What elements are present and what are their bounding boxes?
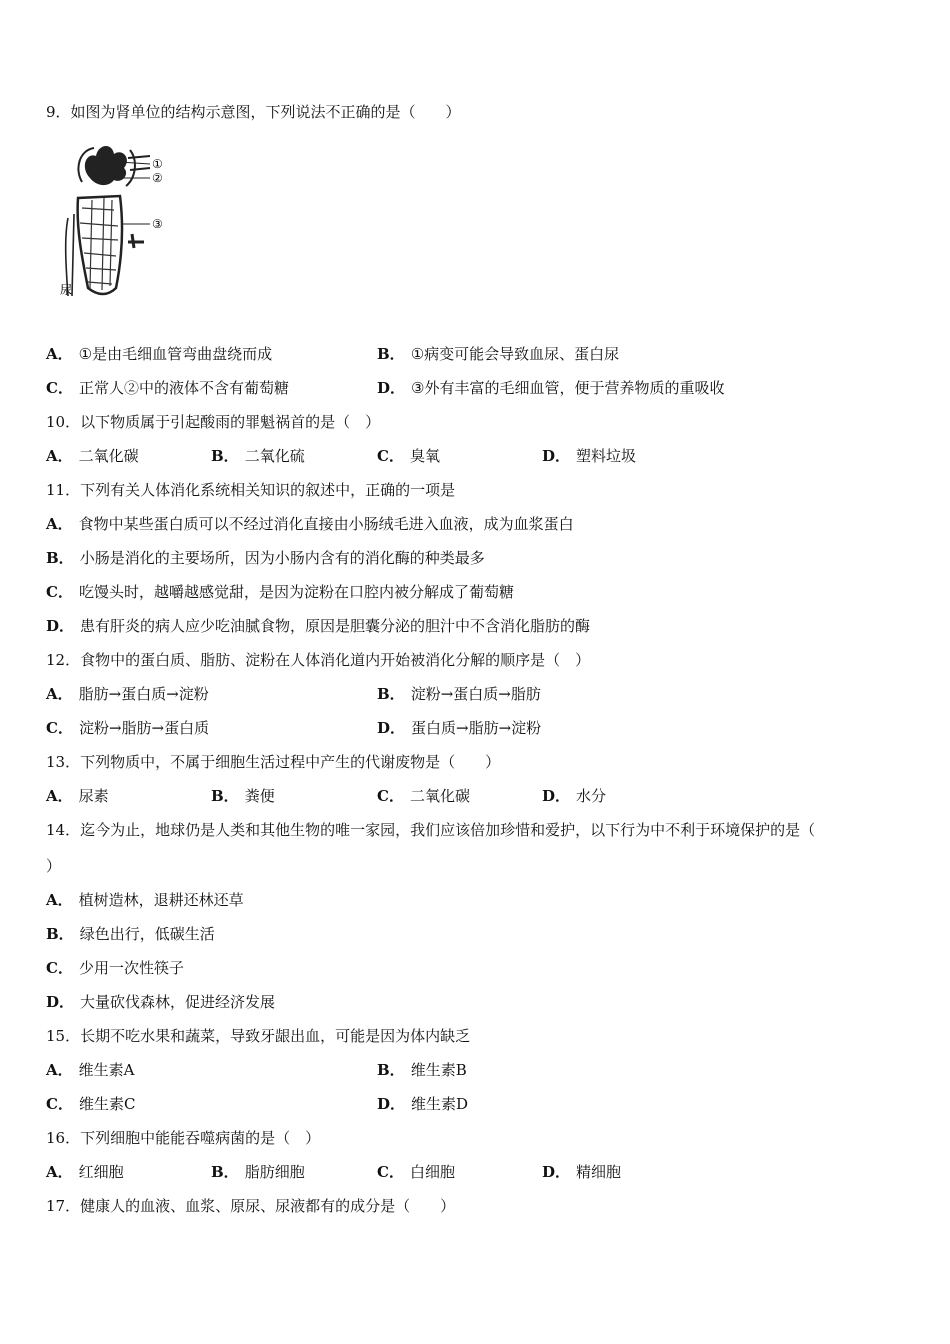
option-label: D． [46,617,75,635]
option-label: B． [377,345,405,363]
option-label: C． [46,583,73,601]
option-text: 红细胞 [78,1163,124,1181]
option-label: D． [542,787,571,805]
q14-option-d[interactable] [46,992,275,1012]
q13-option-b[interactable] [211,786,275,806]
question-12-stem: 12．食物中的蛋白质、脂肪、淀粉在人体消化道内开始被消化分解的顺序是（ ） [46,651,591,669]
option-text: 维生素B [410,1061,467,1079]
option-text: 正常人②中的液体不含有葡萄糖 [78,379,289,397]
question-11-stem: 11．下列有关人体消化系统相关知识的叙述中，正确的一项是 [46,481,456,499]
option-label: D． [377,1095,406,1113]
option-label: A． [46,891,73,909]
q16-option-b[interactable] [211,1162,305,1182]
option-text: 大量砍伐森林，促进经济发展 [80,993,276,1011]
option-text: ①病变可能会导致血尿、蛋白尿 [410,345,620,363]
option-label: D． [377,379,406,397]
option-text: 小肠是消化的主要场所，因为小肠内含有的消化酶的种类最多 [79,549,485,567]
option-label: B． [211,1163,239,1181]
option-text: 淀粉→蛋白质→脂肪 [410,685,541,703]
option-text: 淀粉→脂肪→蛋白质 [78,719,210,737]
tubule [78,196,122,294]
option-text: 二氧化碳 [409,787,470,805]
question-17-stem: 17．健康人的血液、血浆、原尿、尿液都有的成分是（ ） [46,1197,456,1215]
option-label: B． [46,549,74,567]
option-label: D． [542,1163,571,1181]
q16-option-c[interactable] [377,1162,455,1182]
q10-option-d[interactable] [542,446,636,466]
q15-option-c[interactable] [46,1094,135,1114]
option-label: B． [46,925,74,943]
option-label: A． [46,345,73,363]
question-16-stem: 16．下列细胞中能能吞噬病菌的是（ ） [46,1129,321,1147]
q10-option-c[interactable] [377,446,440,466]
q13-option-a[interactable] [46,786,109,806]
question-15-stem: 15．长期不吃水果和蔬菜，导致牙龈出血，可能是因为体内缺乏 [46,1027,471,1045]
option-label: C． [377,787,404,805]
option-text: 食物中某些蛋白质可以不经过消化直接由小肠绒毛进入血液，成为血浆蛋白 [78,515,574,533]
option-label: C． [46,719,73,737]
option-label: B． [377,1061,405,1079]
q14-option-b[interactable] [46,924,215,944]
q11-option-c[interactable] [46,582,514,602]
q16-option-a[interactable] [46,1162,124,1182]
option-label: A． [46,515,73,533]
question-13-stem: 13．下列物质中，不属于细胞生活过程中产生的代谢废物是（ ） [46,753,501,771]
q15-option-b[interactable] [377,1060,467,1080]
option-label: B． [377,685,405,703]
q9-option-a[interactable] [46,344,272,364]
q11-option-d[interactable] [46,616,590,636]
option-label: A． [46,1061,73,1079]
option-text: 臭氧 [409,447,440,465]
mark-2: ② [152,171,163,185]
q10-option-a[interactable] [46,446,139,466]
nephron-diagram-svg [58,138,198,308]
option-label: A． [46,685,73,703]
q14-option-c[interactable] [46,958,184,978]
q14-option-a[interactable] [46,890,244,910]
q16-option-d[interactable] [542,1162,621,1182]
option-label: B． [211,447,239,465]
option-text: ③外有丰富的毛细血管，便于营养物质的重吸收 [411,379,725,397]
q11-option-a[interactable] [46,514,574,534]
option-label: D． [377,719,406,737]
question-14-stem-continued: ） [46,857,62,875]
option-text: 绿色出行，低碳生活 [79,925,215,943]
question-9-stem: 9．如图为肾单位的结构示意图，下列说法不正确的是（ ） [46,103,461,121]
q10-option-b[interactable] [211,446,305,466]
mark-1: ① [152,157,163,171]
q9-option-b[interactable] [377,344,619,364]
option-text: ①是由毛细血管弯曲盘绕而成 [78,345,273,363]
option-label: C． [46,379,73,397]
option-text: 脂肪→蛋白质→淀粉 [78,685,209,703]
option-text: 二氧化硫 [244,447,305,465]
option-label: D． [542,447,571,465]
option-text: 患有肝炎的病人应少吃油腻食物，原因是胆囊分泌的胆汁中不含消化脂肪的酶 [80,617,591,635]
q12-option-b[interactable] [377,684,541,704]
option-text: 塑料垃圾 [576,447,637,465]
option-text: 维生素A [78,1061,135,1079]
q12-option-a[interactable] [46,684,209,704]
option-text: 少用一次性筷子 [78,959,184,977]
urine-label: 尿 [60,283,73,297]
option-label: C． [377,1163,404,1181]
q9-option-d[interactable] [377,378,724,398]
option-text: 维生素D [411,1095,469,1113]
option-text: 白细胞 [409,1163,455,1181]
option-text: 蛋白质→脂肪→淀粉 [411,719,542,737]
option-label: C． [46,959,73,977]
option-label: C． [377,447,404,465]
q15-option-a[interactable] [46,1060,134,1080]
nephron-diagram [58,138,198,308]
option-text: 二氧化碳 [78,447,139,465]
glomerulus [85,146,127,185]
q15-option-d[interactable] [377,1094,468,1114]
option-label: B． [211,787,239,805]
q11-option-b[interactable] [46,548,485,568]
option-text: 脂肪细胞 [244,1163,305,1181]
q9-option-c[interactable] [46,378,289,398]
q12-option-c[interactable] [46,718,209,738]
question-10-stem: 10．以下物质属于引起酸雨的罪魁祸首的是（ ） [46,413,381,431]
option-text: 水分 [576,787,607,805]
option-label: A． [46,1163,73,1181]
q12-option-d[interactable] [377,718,541,738]
question-14-stem: 14．迄今为止，地球仍是人类和其他生物的唯一家园，我们应该倍加珍惜和爱护，以下行为中不利于环境保护的是（ [46,821,816,839]
option-text: 维生素C [78,1095,136,1113]
option-text: 精细胞 [576,1163,622,1181]
option-text: 吃馒头时，越嚼越感觉甜，是因为淀粉在口腔内被分解成了葡萄糖 [78,583,514,601]
option-text: 尿素 [78,787,109,805]
option-text: 植树造林，退耕还林还草 [78,891,244,909]
option-label: A． [46,447,73,465]
vein [128,234,144,248]
option-label: A． [46,787,73,805]
mark-3: ③ [152,217,163,231]
option-label: C． [46,1095,73,1113]
option-label: D． [46,993,75,1011]
q13-option-d[interactable] [542,786,606,806]
option-text: 粪便 [244,787,275,805]
q13-option-c[interactable] [377,786,470,806]
